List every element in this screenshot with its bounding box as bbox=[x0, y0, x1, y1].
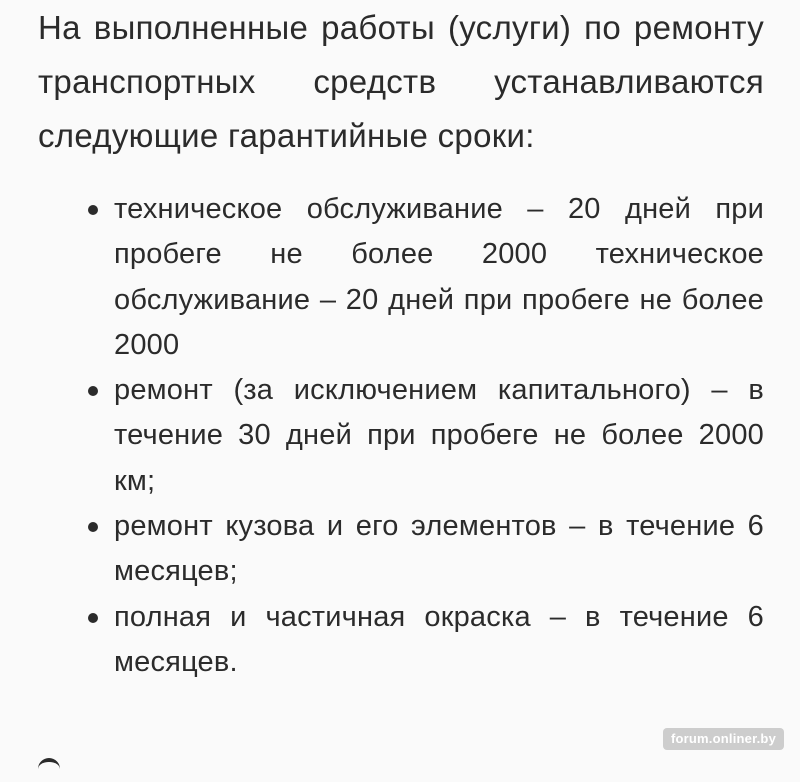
intro-paragraph: На выполненные работы (услуги) по ремонту транспортных средств устанавливаются следующие гарантийные сроки: bbox=[38, 9, 764, 154]
next-paragraph-cutoff bbox=[38, 752, 678, 782]
list-item bbox=[38, 504, 764, 595]
warranty-list bbox=[38, 187, 764, 685]
article-content bbox=[38, 0, 764, 685]
list-item bbox=[38, 187, 764, 368]
list-item-text: ремонт кузова и его элементов – в течение 6 месяцев; bbox=[114, 510, 764, 588]
cutoff-glyph bbox=[38, 758, 60, 778]
bullet-icon bbox=[88, 613, 98, 623]
bullet-icon bbox=[88, 386, 98, 396]
list-item-text: полная и частичная окраска – в течение 6 месяцев. bbox=[114, 600, 764, 678]
bullet-icon bbox=[88, 205, 98, 215]
list-item bbox=[38, 595, 764, 686]
list-item-text: техническое обслуживание – 20 дней при пробеге не более 2000 техническое обслуживание – 20 дней при пробеге не более 2000 bbox=[114, 193, 764, 361]
watermark: forum.onliner.by bbox=[663, 728, 784, 750]
list-item-text: ремонт (за исключением капитального) – в течение 30 дней при пробеге не более 2000 км; bbox=[114, 374, 764, 497]
bullet-icon bbox=[88, 522, 98, 532]
list-item bbox=[38, 368, 764, 504]
